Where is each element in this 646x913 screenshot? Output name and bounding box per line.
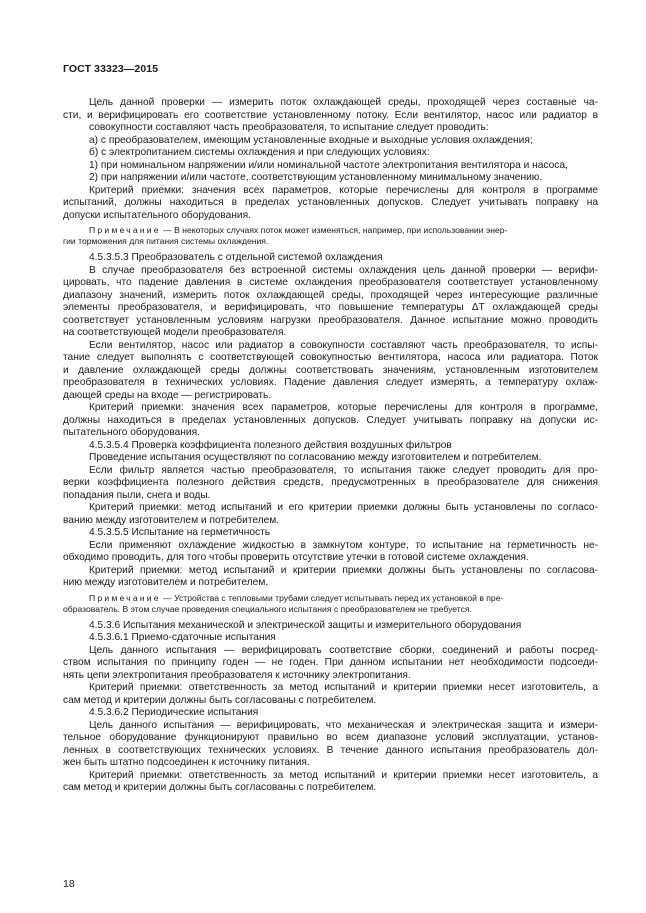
paragraph-line: цировать, что падение давления в системе охлаждения преобразователя соответствует установленному — [63, 277, 598, 288]
paragraph-line: дающей среды на входе — регистрировать. — [63, 389, 272, 401]
paragraph-line: сти, и верифицировать его соответствие установленному потоку. Если вентилятор, насос или радиатор в — [63, 109, 598, 121]
section-heading: 4.5.3.6.1 Приемо-сдаточные испытания — [89, 632, 276, 643]
note-line — [63, 593, 598, 604]
section-heading: 4.5.3.6 Испытания механической и электрической защиты и измерительного оборудования — [89, 619, 522, 631]
list-item: 1) при номинальном напряжении и/или номинальной частоте электропитания вентилятора и насоса, — [89, 159, 568, 171]
paragraph-line: пытательного оборудования. — [63, 427, 200, 438]
paragraph-line: Если применяют охлаждение жидкостью в замкнутом контуре, то испытание на герметичность не- — [89, 539, 598, 551]
section-heading: 4.5.3.5.5 Испытание на герметичность — [89, 527, 271, 538]
paragraph-line: совокупности составляют часть преобразователя, то испытание следует проводить: — [89, 122, 489, 133]
paragraph-line: сам метод и критерии должны быть согласованы с потребителем. — [63, 694, 377, 706]
note-line — [63, 225, 598, 236]
paragraph-line: тельное оборудование функционируют правильно во всем диапазоне условий эксплуатации, установ- — [63, 732, 598, 743]
page-number: 18 — [63, 878, 75, 890]
paragraph-line: Критерий приемки: значения всех параметров, которые перечислены для контроля в программе, — [89, 402, 598, 413]
paragraph-line: ленных в соответствующих технических условиях. В течение данного испытания преобразователь дол- — [63, 744, 598, 756]
paragraph-line: элементы преобразователя, и верифицировать, что повышение температуры ΔT охлаждающей среды — [63, 302, 598, 313]
paragraph-line: должны находиться в пределах установленных допусков. Следует учитывать поправку на допуски ис- — [63, 414, 598, 426]
page-body — [63, 97, 598, 795]
note-line: образователь. В этом случае проведения специального испытания с преобразователем не требуется. — [63, 603, 472, 614]
paragraph-line: и давление охлаждающей среды должны соответствовать значениям, установленным изготовителем — [63, 364, 598, 376]
paragraph-line: испытаний, должны находиться в пределах установленных допусков. Следует учитывать поправку на — [63, 197, 598, 208]
paragraph-line: диапазону значений, измерить поток охлаждающей среды, проходящей через интересующие различные — [63, 289, 598, 301]
paragraph-line: Критерий приемки: ответственность за метод испытаний и критерии приемки несет изготовитель, а — [89, 769, 598, 781]
paragraph-line: Цель данного испытания — верифицировать соответствие сборки, соединений и работы посред- — [89, 644, 598, 656]
paragraph-line: нию между изготовителем и потребителем. — [63, 577, 269, 588]
list-item: а) с преобразователем, имеющим установленные входные и выходные условия охлаждения; — [89, 134, 533, 146]
section-heading: 4.5.3.6.2 Периодические испытания — [89, 707, 259, 718]
paragraph-line: тание следует выполнять с соответствующей совокупностью вентилятора, насоса или радиатора. Поток — [63, 352, 598, 363]
section-heading: 4.5.3.5.4 Проверка коэффициента полезного действия воздушных фильтров — [89, 439, 452, 451]
paragraph-line: Цель данного испытания — верифицировать, что механическая и электрическая защита и измери- — [89, 719, 598, 731]
paragraph-line: Критерий приемки: метод испытаний и критерии приемки должны быть установлены по согласова- — [89, 564, 598, 576]
paragraph-line: Если вентилятор, насос или радиатор в совокупности составляют часть преобразователя, то испы- — [89, 339, 598, 351]
paragraph-line: соответствует установленным условиям нагрузки преобразователя. Данное испытание можно проводить — [63, 314, 598, 326]
paragraph-line: на соответствующей модели преобразователя. — [63, 327, 287, 338]
note-text: — Устройства с тепловыми трубами следует испытывать перед их установкой в пре- — [160, 592, 504, 603]
paragraph-line: нять цепи электропитания преобразователя к источнику электропитания. — [63, 669, 411, 681]
paragraph-line: сам метод и критерии должны быть согласованы с потребителем. — [63, 782, 377, 793]
list-item: б) с электропитанием системы охлаждения и при следующих условиях: — [89, 147, 430, 158]
paragraph-line: верки коэффициента полезного действия средств, предусмотренных в преобразователе для снижения — [63, 477, 598, 488]
paragraph-line: Критерий приемки: ответственность за метод испытаний и критерии приемки несет изготовитель, а — [89, 682, 598, 693]
list-item: 2) при напряжении и/или частоте, соответствующим установленному минимальному значению. — [89, 172, 543, 183]
paragraph-line: Цель данной проверки — измерить поток охлаждающей среды, проходящей через составные ча- — [89, 97, 598, 108]
paragraph-line: Критерий приемки: метод испытаний и его критерии приемки должны быть установлены по согласо- — [89, 502, 598, 513]
paragraph-line: обходимо проводить, для того чтобы проверить отсутствие утечки в готовой системе охлаждения. — [63, 552, 529, 563]
paragraph-line: ством испытания по принципу годен — не годен. При данном испытании нет необходимости подсоеди- — [63, 657, 598, 668]
note-line: гии торможения для питания системы охлаждения. — [63, 236, 269, 246]
standard-header: ГОСТ 33323—2015 — [63, 63, 159, 75]
paragraph-line: В случае преобразователя без встроенной системы охлаждения цель данной проверки — верифи- — [89, 264, 598, 276]
paragraph-line: жен быть штатно подсоединен к источнику питания. — [63, 757, 310, 768]
paragraph-line: попадания пыли, снега и воды. — [63, 489, 211, 501]
section-heading: 4.5.3.5.3 Преобразователь с отдельной системой охлаждения — [89, 252, 383, 263]
note-label: Примечание — [89, 225, 161, 235]
note-text: — В некоторых случаях поток может изменяться, например, при использовании энер- — [160, 225, 508, 235]
paragraph-line: преобразователя в технических условиях. Падение давления следует измерять, а температуру охлаж- — [63, 377, 598, 388]
note-label: Примечание — [89, 592, 161, 603]
paragraph-line: Если фильтр является частью преобразователя, то испытания также следует проводить для про- — [89, 464, 598, 476]
paragraph-line: ванию между изготовителем и потребителем. — [63, 514, 280, 526]
paragraph-line: допуски испытательного оборудования. — [63, 209, 251, 221]
paragraph-line: Проведение испытания осуществляют по согласованию между изготовителем и потребителем. — [89, 452, 542, 463]
paragraph-line: Критерий приемки: значения всех параметров, которые перечислены для контроля в программе — [89, 184, 598, 196]
